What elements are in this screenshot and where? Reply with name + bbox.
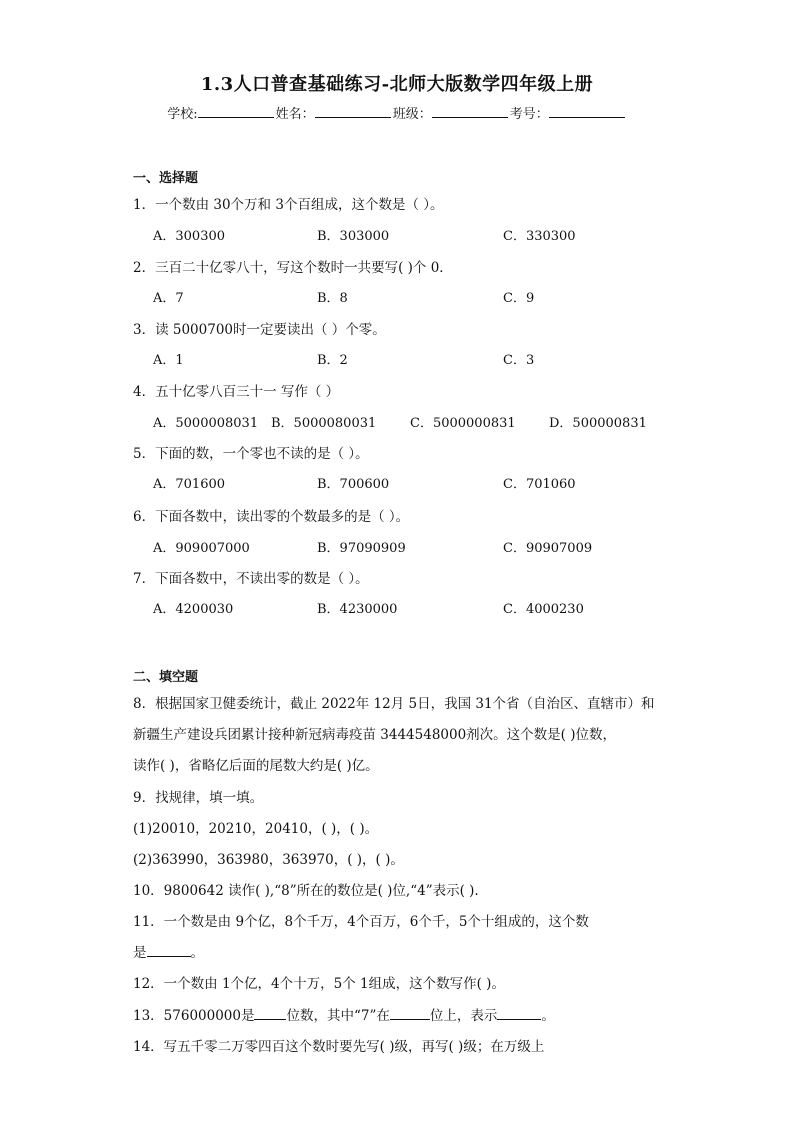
option-c[interactable]: C．90907009 — [503, 541, 593, 556]
option-b[interactable]: B．303000 — [317, 229, 390, 244]
question-6: 6．下面各数中，读出零的个数最多的是（ ）。 — [133, 509, 410, 525]
question-1-options — [153, 225, 713, 243]
q13-part-4: 。 — [541, 1008, 555, 1024]
q13-blank-1[interactable] — [254, 1007, 286, 1020]
name-blank[interactable] — [315, 105, 391, 118]
class-blank[interactable] — [432, 105, 508, 118]
q11-prefix: 是 — [133, 945, 147, 961]
question-8-line-1: 8．根据国家卫健委统计，截止 2022年 12月 5日，我国 31个省（自治区、直辖市）和 — [133, 696, 655, 712]
q13-blank-3[interactable] — [497, 1007, 541, 1020]
school-label: 学校: — [167, 107, 198, 122]
question-8-line-3: 读作( )，省略亿后面的尾数大约是( )亿。 — [133, 758, 379, 774]
page-title: 1.3人口普查基础练习-北师大版数学四年级上册 — [200, 74, 594, 95]
class-label: 班级： — [392, 107, 432, 122]
question-5: 5．下面的数，一个零也不读的是（ ）。 — [133, 446, 369, 462]
option-a[interactable]: A．4200030 — [153, 602, 234, 617]
option-d[interactable]: D．500000831 — [549, 416, 647, 431]
question-3: 3．读 5000700时一定要读出（ ）个零。 — [133, 322, 386, 338]
q13-part-2: 位数，其中“7”在 — [286, 1008, 390, 1024]
exam-no-label: 考号： — [509, 107, 549, 122]
q11-answer-blank[interactable] — [147, 944, 191, 957]
question-2-options — [153, 287, 713, 305]
question-10: 10．9800642 读作( ),“8”所在的数位是( )位,“4”表示( ). — [133, 883, 479, 899]
option-c[interactable]: C．330300 — [503, 229, 576, 244]
option-a[interactable]: A．909007000 — [153, 541, 250, 556]
section-title-fill: 二、填空题 — [133, 670, 199, 685]
q11-suffix: 。 — [190, 945, 204, 961]
question-3-options — [153, 349, 713, 367]
exam-no-blank[interactable] — [549, 105, 625, 118]
question-7-options — [153, 598, 713, 616]
question-11-line-2 — [133, 941, 204, 961]
question-2: 2．三百二十亿零八十，写这个数时一共要写( )个 0． — [133, 260, 453, 276]
q13-blank-2[interactable] — [390, 1007, 430, 1020]
question-9: 9．找规律，填一填。 — [133, 790, 264, 806]
question-4-options — [153, 412, 713, 430]
option-b[interactable]: B．2 — [317, 353, 348, 368]
option-c[interactable]: C．701060 — [503, 477, 576, 492]
question-1: 1．一个数由 30个万和 3个百组成，这个数是（ ）。 — [133, 197, 444, 213]
question-14: 14．写五千零二万零四百这个数时要先写( )级，再写( )级；在万级上 — [133, 1039, 545, 1055]
option-b[interactable]: B．700600 — [317, 477, 390, 492]
question-4: 4．五十亿零八百三十一 写作（ ） — [133, 384, 340, 400]
option-a[interactable]: A．5000008031 — [153, 416, 259, 431]
option-b[interactable]: B．8 — [317, 291, 348, 306]
q13-part-1: 13．576000000是 — [133, 1008, 255, 1024]
section-title-choice: 一、选择题 — [133, 171, 199, 186]
school-blank[interactable] — [198, 105, 274, 118]
option-a[interactable]: A．7 — [153, 291, 184, 306]
question-7: 7．下面各数中，不读出零的数是（ ）。 — [133, 571, 369, 587]
option-c[interactable]: C．4000230 — [503, 602, 584, 617]
q13-part-3: 位上，表示 — [429, 1008, 498, 1024]
option-a[interactable]: A．1 — [153, 353, 184, 368]
option-b[interactable]: B．4230000 — [317, 602, 398, 617]
question-5-options — [153, 473, 713, 491]
question-13 — [133, 1004, 555, 1024]
option-c[interactable]: C．9 — [503, 291, 535, 306]
option-c[interactable]: C．5000000831 — [410, 416, 516, 431]
student-info-row — [0, 103, 794, 122]
option-b[interactable]: B．97090909 — [317, 541, 406, 556]
question-9-part-1: (1)20010，20210，20410，( )，( )。 — [133, 821, 379, 837]
question-9-part-2: (2)363990，363980，363970，( )，( )。 — [133, 852, 404, 868]
question-8-line-2: 新疆生产建设兵团累计接种新冠病毒疫苗 3444548000剂次。这个数是( )位数， — [133, 727, 617, 743]
question-6-options — [153, 537, 713, 555]
option-a[interactable]: A．701600 — [153, 477, 226, 492]
option-c[interactable]: C．3 — [503, 353, 535, 368]
question-11-line-1: 11．一个数是由 9个亿，8个千万，4个百万，6个千，5个十组成的，这个数 — [133, 914, 589, 930]
option-a[interactable]: A．300300 — [153, 229, 226, 244]
name-label: 姓名： — [275, 107, 315, 122]
option-b[interactable]: B．5000080031 — [271, 416, 377, 431]
question-12: 12．一个数由 1个亿，4个十万，5个 1组成，这个数写作( )。 — [133, 976, 505, 992]
